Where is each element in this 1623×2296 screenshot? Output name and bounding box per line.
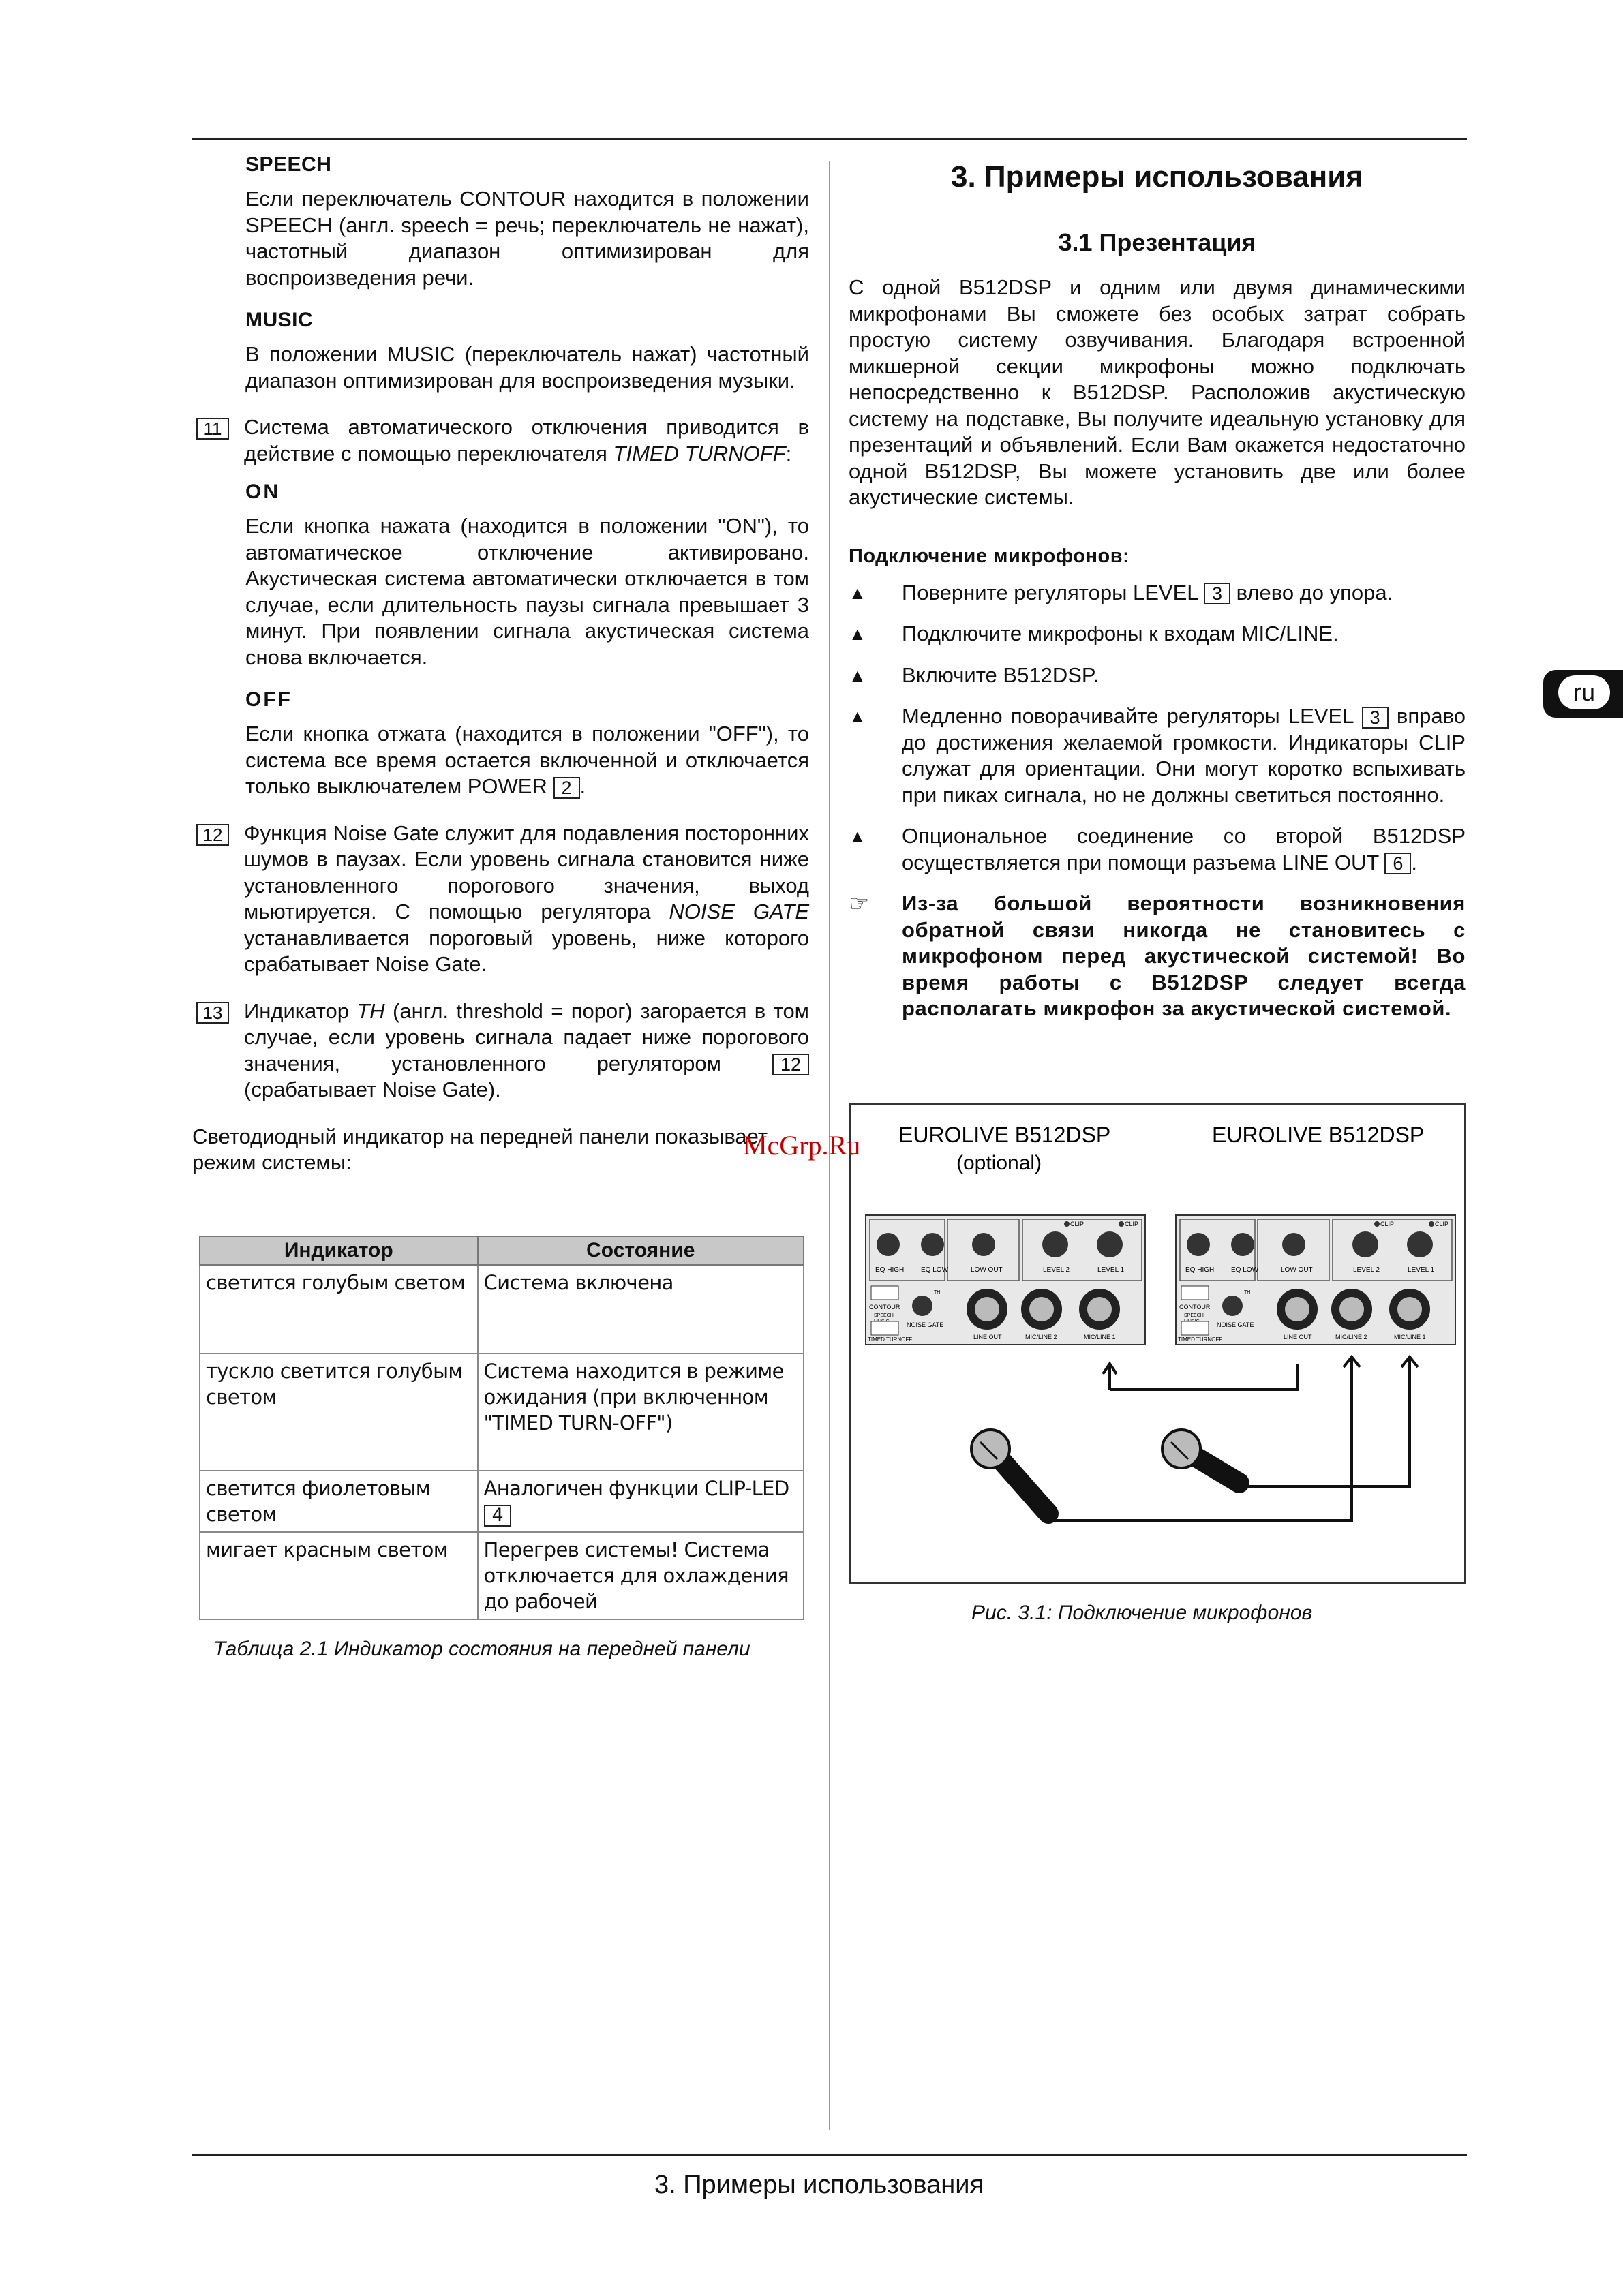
label-level-2: LEVEL 2 <box>1353 1266 1380 1274</box>
off-title: OFF <box>245 688 292 711</box>
label-level-2: LEVEL 2 <box>1043 1266 1070 1274</box>
connection-figure <box>849 1103 1466 1584</box>
table-cell: светится фиолетовым светом <box>200 1471 478 1532</box>
step-3-text: Включите B512DSP. <box>902 662 1099 687</box>
item-13-number: 13 <box>196 1002 229 1024</box>
table-row <box>200 1532 804 1619</box>
bullet-triangle-icon: ▲ <box>849 706 866 726</box>
step-5-ref-box: 6 <box>1384 853 1411 874</box>
knob-low-out[interactable] <box>1282 1233 1305 1256</box>
mic-heading: Подключение микрофонов: <box>849 545 1130 567</box>
knob-level-2[interactable] <box>1042 1231 1068 1257</box>
table-cell-text: Аналогичен функции CLIP-LED <box>483 1477 789 1500</box>
knob-level-2[interactable] <box>1352 1231 1378 1257</box>
item-12-number: 12 <box>196 824 229 846</box>
contour-switch[interactable] <box>871 1286 898 1300</box>
item-12-text-a: Функция Noise Gate служит для подавления посторонних шумов в паузах. Если уровень сигнала становится ниже установленного порогового значения, выход мьютируется. С помощью регулятора <box>244 821 809 923</box>
bullet-triangle-icon: ▲ <box>849 664 866 686</box>
item-12-text-b: устанавливается пороговый уровень, ниже которого срабатывает Noise Gate. <box>244 925 809 976</box>
label-clip-2: CLIP <box>1070 1221 1084 1227</box>
step-4-ref-box: 3 <box>1362 707 1389 729</box>
item-12-text <box>244 821 809 978</box>
off-ref-box: 2 <box>553 777 580 799</box>
contour-switch[interactable] <box>1181 1286 1209 1300</box>
knob-noise-gate[interactable] <box>1222 1296 1243 1316</box>
label-eq-low: EQ LOW <box>1231 1266 1259 1274</box>
label-right: EUROLIVE B512DSP <box>1212 1122 1425 1147</box>
table-header-indicator: Индикатор <box>200 1236 478 1265</box>
step-2 <box>849 621 1466 647</box>
item-13-text-a: Индикатор <box>244 998 357 1023</box>
knob-noise-gate[interactable] <box>912 1296 932 1316</box>
item-11-number: 11 <box>196 418 229 440</box>
label-contour: CONTOUR <box>869 1304 900 1311</box>
step-5-text <box>902 823 1466 876</box>
item-12-text-em: NOISE GATE <box>669 900 809 923</box>
right-column <box>849 147 1466 1022</box>
table-header-state: Состояние <box>478 1236 804 1265</box>
clip-led-2 <box>1064 1221 1070 1227</box>
table-row <box>200 1353 804 1471</box>
led-text: Светодиодный индикатор на передней панели показывает режим системы: <box>192 1124 768 1174</box>
knob-eq-high[interactable] <box>877 1233 900 1256</box>
label-left: EUROLIVE B512DSP <box>898 1122 1111 1147</box>
panel-right <box>1176 1215 1455 1345</box>
clip-led-1 <box>1119 1221 1124 1227</box>
item-11-text-b: : <box>785 441 792 465</box>
table-header-row <box>200 1236 804 1265</box>
label-low-out: LOW OUT <box>1281 1266 1313 1274</box>
table-cell: Система находится в режиме ожидания (при включенном "TIMED TURN-OFF") <box>478 1353 804 1471</box>
intro-text: С одной B512DSP и одним или двумя динамическими микрофонами Вы сможете без особых затрат собрать простую систему озвучивания. Благодаря встроенной микшерной секции микрофоны можно подключать непосредственно к B512DSP. Расположив акустическую систему на подставке, Вы получите идеальную установку для презентаций и объявлений. Если Вам окажется недостаточно одной B512DSP, Вы можете установить две или более акустические системы. <box>849 275 1466 509</box>
step-4 <box>849 703 1466 808</box>
off-text <box>245 721 809 800</box>
label-noise-gate: NOISE GATE <box>1217 1321 1254 1328</box>
page-footer: 3. Примеры использования <box>654 2171 984 2199</box>
step-1 <box>849 580 1466 607</box>
label-timed: TIMED TURNOFF <box>1178 1336 1223 1343</box>
left-column <box>192 147 809 1176</box>
table-cell <box>478 1471 804 1532</box>
label-left-sub: (optional) <box>956 1152 1042 1174</box>
label-th: TH <box>934 1290 941 1295</box>
item-13-ref-box: 12 <box>772 1054 809 1075</box>
language-tab[interactable] <box>1543 670 1623 718</box>
label-eq-high: EQ HIGH <box>875 1266 905 1274</box>
step-5 <box>849 823 1466 876</box>
subsection-title: 3.1 Презентация <box>1058 228 1256 256</box>
label-clip-1: CLIP <box>1125 1221 1139 1227</box>
label-speech: SPEECH <box>874 1313 894 1318</box>
step-1-text-a: Поверните регуляторы LEVEL <box>902 580 1198 604</box>
label-eq-high: EQ HIGH <box>1185 1266 1215 1274</box>
table-cell: мигает красным светом <box>200 1532 478 1619</box>
item-13-text-em: TH <box>357 998 385 1023</box>
label-timed: TIMED TURNOFF <box>868 1336 913 1343</box>
cable-mic-1 <box>1052 1357 1360 1520</box>
item-13-text <box>244 998 809 1103</box>
item-11 <box>196 414 809 467</box>
label-clip-1: CLIP <box>1435 1221 1449 1227</box>
on-text: Если кнопка нажата (находится в положении "ON"), то автоматическое отключение активировано. Акустическая система автоматически отключается в том случае, если длительность паузы сигнала превышает 3 минут. При появлении сигнала акустическая система снова включается. <box>245 514 809 669</box>
item-12 <box>196 821 809 978</box>
step-2-text: Подключите микрофоны к входам MIC/LINE. <box>902 622 1339 645</box>
item-13-text-c: (срабатывает Noise Gate). <box>244 1077 501 1101</box>
label-speech: SPEECH <box>1184 1313 1204 1318</box>
label-eq-low: EQ LOW <box>921 1266 949 1274</box>
pointing-hand-icon: ☞ <box>849 891 870 917</box>
timed-turnoff-switch[interactable] <box>871 1321 898 1335</box>
label-clip-2: CLIP <box>1380 1221 1395 1227</box>
step-4-text-a: Медленно поворачивайте регуляторы LEVEL <box>902 704 1354 728</box>
music-title: MUSIC <box>245 309 314 331</box>
off-text-body: Если кнопка отжата (находится в положении "OFF"), то система все время остается включенной и отключается только выключателем POWER <box>245 722 809 798</box>
indicator-table <box>199 1236 804 1620</box>
language-tab-label: ru <box>1558 675 1610 709</box>
off-end: . <box>579 774 586 798</box>
label-mic-line-1: MIC/LINE 1 <box>1084 1334 1116 1341</box>
label-noise-gate: NOISE GATE <box>907 1321 944 1328</box>
timed-turnoff-switch[interactable] <box>1181 1321 1209 1335</box>
watermark-text: McGrp.Ru <box>743 1130 861 1161</box>
step-3 <box>849 662 1466 689</box>
clip-led-1 <box>1429 1221 1434 1227</box>
music-text: В положении MUSIC (переключатель нажат) частотный диапазон оптимизирован для воспроизведения музыки. <box>245 342 809 393</box>
item-13-text-b: (англ. threshold = порог) загорается в том случае, если уровень сигнала падает ниже порогового значения, установленного регулятором <box>244 998 809 1075</box>
speech-title: SPEECH <box>245 153 332 176</box>
label-level-1: LEVEL 1 <box>1097 1266 1125 1274</box>
bullet-triangle-icon: ▲ <box>849 582 866 603</box>
warning-block <box>849 891 1466 1022</box>
table-cell: Система включена <box>478 1265 804 1353</box>
table-cell: Перегрев системы! Система отключается для охлаждения до рабочей <box>478 1532 804 1619</box>
step-5-text-b: . <box>1411 850 1418 874</box>
on-title: ON <box>245 480 280 503</box>
knob-level-1[interactable] <box>1407 1231 1433 1257</box>
knob-low-out[interactable] <box>972 1233 995 1256</box>
label-mic-line-1: MIC/LINE 1 <box>1394 1334 1426 1341</box>
bullet-triangle-icon: ▲ <box>849 624 866 644</box>
connection-diagram <box>851 1105 1464 1582</box>
item-11-text <box>244 414 809 467</box>
label-th: TH <box>1244 1290 1251 1295</box>
microphone-1-icon <box>971 1430 1048 1514</box>
bottom-rule <box>192 2154 1467 2156</box>
figure-caption: Рис. 3.1: Подключение микрофонов <box>971 1602 1313 1624</box>
table-row <box>200 1471 804 1532</box>
label-line-out: LINE OUT <box>1284 1334 1312 1341</box>
cable-line-out <box>1103 1364 1297 1390</box>
table-row <box>200 1265 804 1353</box>
label-mic-line-2: MIC/LINE 2 <box>1335 1334 1367 1341</box>
clip-led-ref-box: 4 <box>484 1505 512 1527</box>
table-caption: Таблица 2.1 Индикатор состояния на передней панели <box>213 1638 750 1660</box>
step-1-text <box>902 580 1393 607</box>
section-title: 3. Примеры использования <box>951 160 1363 194</box>
step-4-text-b: вправо до достижения желаемой громкости. Индикаторы CLIP служат для ориентации. Они могут коротко вспыхивать при пиках сигнала, но не должны светиться постоянно. <box>902 704 1466 807</box>
item-11-text-a: Система автоматического отключения приводится в действие с помощью переключателя <box>244 415 809 465</box>
step-5-text-a: Опциональное соединение со второй B512DSP осуществляется при помощи разъема LINE OUT <box>902 824 1466 874</box>
knob-eq-high[interactable] <box>1187 1233 1210 1256</box>
knob-level-1[interactable] <box>1097 1231 1123 1257</box>
panel-left <box>866 1215 1145 1345</box>
label-low-out: LOW OUT <box>971 1266 1003 1274</box>
label-line-out: LINE OUT <box>973 1334 1002 1341</box>
speech-text: Если переключатель CONTOUR находится в положении SPEECH (англ. speech = речь; переключатель не нажат), частотный диапазон оптимизирован для воспроизведения речи. <box>245 187 809 290</box>
item-13 <box>196 998 809 1103</box>
step-4-text <box>902 703 1466 808</box>
label-contour: CONTOUR <box>1179 1304 1211 1311</box>
knob-eq-low[interactable] <box>921 1233 944 1256</box>
top-rule <box>192 138 1467 140</box>
item-11-text-em: TIMED TURNOFF <box>613 441 786 465</box>
cable-mic-2 <box>1243 1357 1418 1486</box>
knob-eq-low[interactable] <box>1231 1233 1254 1256</box>
label-mic-line-2: MIC/LINE 2 <box>1025 1334 1057 1341</box>
microphone-2-icon <box>1162 1430 1239 1483</box>
bullet-triangle-icon: ▲ <box>849 826 866 846</box>
step-1-text-b: влево до упора. <box>1230 580 1393 604</box>
label-level-1: LEVEL 1 <box>1408 1266 1435 1274</box>
warning-text: Из-за большой вероятности возникновения обратной связи никогда не становитесь с микрофоном перед акустической системой! Во время работы с B512DSP следует всегда располагать микрофон за акустической системой. <box>902 891 1466 1020</box>
table-cell: тускло светится голубым светом <box>200 1353 478 1471</box>
step-1-ref-box: 3 <box>1204 583 1230 604</box>
clip-led-2 <box>1374 1221 1380 1227</box>
table-cell: светится голубым светом <box>200 1265 478 1353</box>
